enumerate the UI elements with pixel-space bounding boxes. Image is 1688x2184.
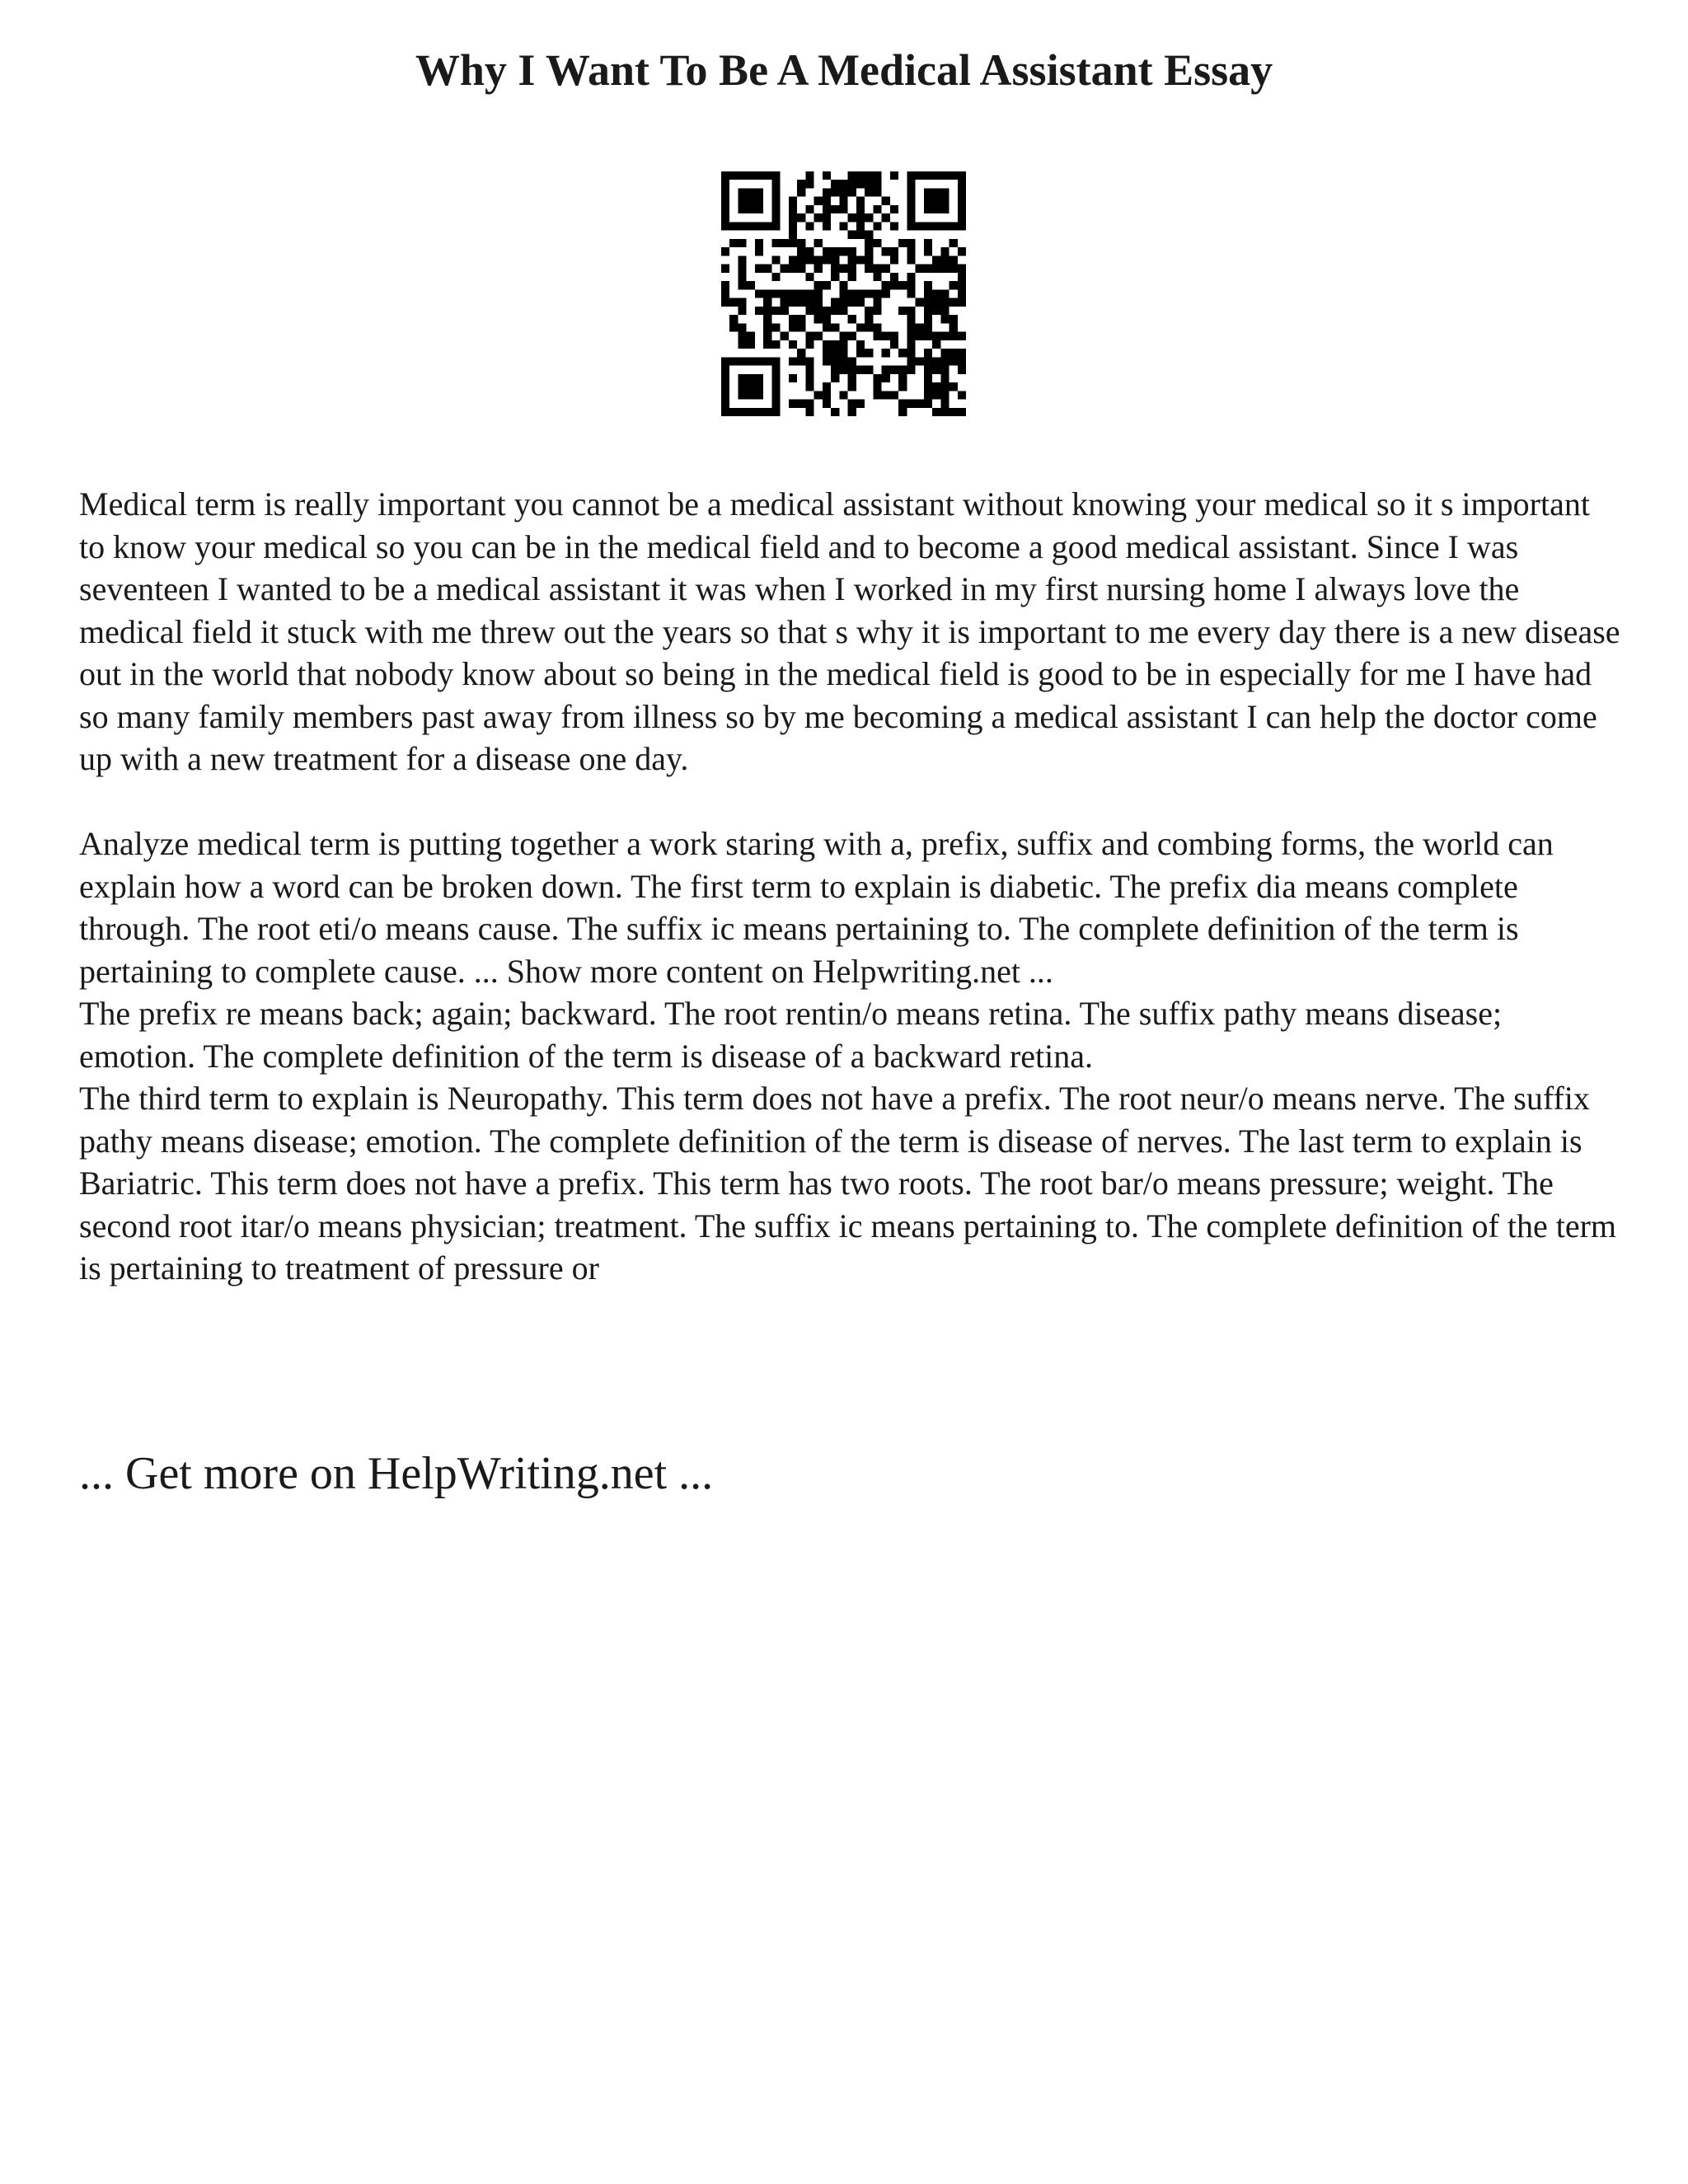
paragraph-spacer [79, 780, 1620, 823]
paragraph-retina: The prefix re means back; again; backward. The root rentin/o means retina. The suffix pathy means disease; emotion. The complete definition of the term is disease of a backward retina. [79, 995, 1503, 1075]
paragraph-analysis: Analyze medical term is putting together a work staring with a, prefix, suffix and combing forms, the world can explain how a word can be broken down. The first term to explain is diabetic. The prefix dia means complete through. The root eti/o means cause. The suffix ic means pertaining to. The complete definition of the term is pertaining to complete cause. ... Show more content on Helpwriting.net ... [79, 825, 1554, 990]
paragraph-intro: Medical term is really important you cannot be a medical assistant without knowing your medical so it s important to know your medical so you can be in the medical field and to become a good medical assistant. Since I was seventeen I wanted to be a medical assistant it was when I worked in my first nursing home I always love the medical field it stuck with me threw out the years so that s why it is important to me every day there is a new disease out in the world that nobody know about so being in the medical field is good to be in especially for me I have had so many family members past away from illness so by me becoming a medical assistant I can help the doctor come up with a new treatment for a disease one day. [79, 485, 1620, 777]
paragraph-neuropathy: The third term to explain is Neuropathy. This term does not have a prefix. The root neur/o means nerve. The suffix pathy means disease; emotion. The complete definition of the term is disease of nerves. The last term to explain is Bariatric. This term does not have a prefix. This term has two roots. The root bar/o means pressure; weight. The second root itar/o means physician; treatment. The suffix ic means pertaining to. The complete definition of the term is pertaining to treatment of pressure or [79, 1080, 1617, 1286]
qr-code-icon[interactable] [721, 171, 966, 416]
document-title: Why I Want To Be A Medical Assistant Essay [415, 45, 1273, 95]
get-more-link[interactable]: ... Get more on HelpWriting.net ... [79, 1448, 714, 1499]
essay-body [79, 483, 1620, 1290]
